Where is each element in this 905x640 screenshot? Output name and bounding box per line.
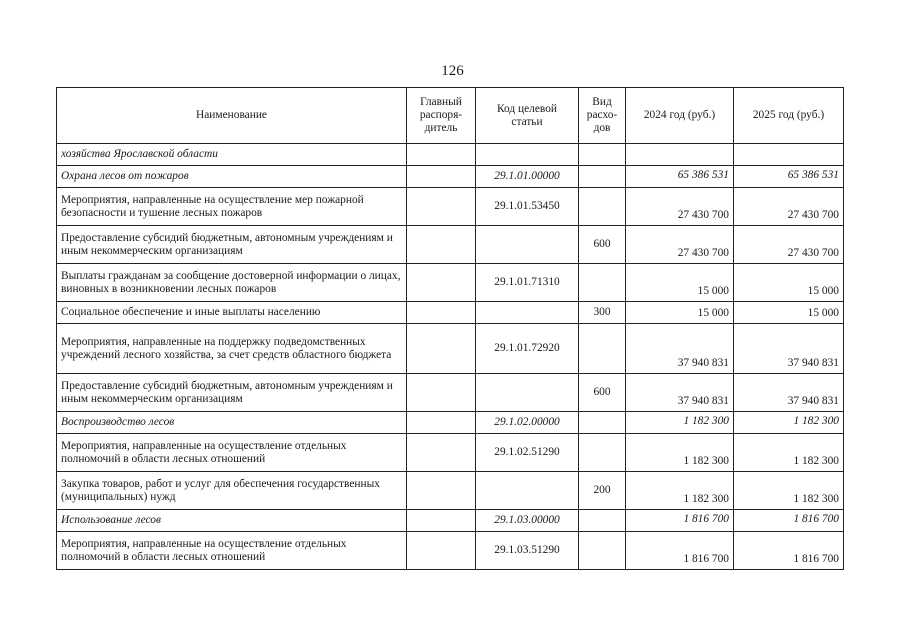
- cell-2024: 65 386 531: [626, 166, 734, 188]
- cell-admin: [407, 302, 476, 324]
- table-row: [57, 412, 844, 434]
- table-header-row: [57, 88, 844, 144]
- cell-type: [579, 510, 626, 532]
- cell-2025: 37 940 831: [734, 324, 844, 374]
- cell-2024: 15 000: [626, 302, 734, 324]
- cell-type: 200: [579, 472, 626, 510]
- cell-code: 29.1.01.00000: [476, 166, 579, 188]
- header-2024: 2024 год (руб.): [626, 88, 734, 144]
- cell-code: [476, 472, 579, 510]
- cell-name: Выплаты гражданам за сообщение достоверной информации о лицах, виновных в возникновении лесных пожаров: [57, 264, 407, 302]
- cell-admin: [407, 226, 476, 264]
- cell-admin: [407, 374, 476, 412]
- cell-2025: 1 816 700: [734, 532, 844, 570]
- cell-type: [579, 144, 626, 166]
- cell-type: 600: [579, 374, 626, 412]
- table-row: [57, 532, 844, 570]
- cell-admin: [407, 264, 476, 302]
- cell-code: 29.1.03.00000: [476, 510, 579, 532]
- cell-2025: 15 000: [734, 302, 844, 324]
- cell-admin: [407, 412, 476, 434]
- cell-admin: [407, 166, 476, 188]
- cell-2025: 1 182 300: [734, 434, 844, 472]
- cell-admin: [407, 510, 476, 532]
- page-number: 126: [441, 63, 464, 79]
- cell-type: [579, 434, 626, 472]
- cell-type: 300: [579, 302, 626, 324]
- cell-name: хозяйства Ярославской области: [57, 144, 407, 166]
- cell-name: Закупка товаров, работ и услуг для обеспечения государственных (муниципальных) нужд: [57, 472, 407, 510]
- cell-admin: [407, 324, 476, 374]
- cell-2024: 1 182 300: [626, 412, 734, 434]
- cell-name: Предоставление субсидий бюджетным, автономным учреждениям и иным некоммерческим организациям: [57, 374, 407, 412]
- cell-2025: 27 430 700: [734, 188, 844, 226]
- table-body: [57, 144, 844, 570]
- cell-code: 29.1.01.71310: [476, 264, 579, 302]
- cell-name: Мероприятия, направленные на поддержку подведомственных учреждений лесного хозяйства, за счет средств областного бюджета: [57, 324, 407, 374]
- cell-code: 29.1.02.51290: [476, 434, 579, 472]
- table-row: [57, 264, 844, 302]
- cell-type: [579, 532, 626, 570]
- table-row: [57, 472, 844, 510]
- cell-name: Предоставление субсидий бюджетным, автономным учреждениям и иным некоммерческим организациям: [57, 226, 407, 264]
- cell-code: 29.1.01.53450: [476, 188, 579, 226]
- cell-2024: 1 182 300: [626, 472, 734, 510]
- cell-2025: 1 182 300: [734, 472, 844, 510]
- table-row: [57, 510, 844, 532]
- cell-name: Охрана лесов от пожаров: [57, 166, 407, 188]
- cell-2024: 37 940 831: [626, 374, 734, 412]
- table-row: [57, 374, 844, 412]
- cell-name: Мероприятия, направленные на осуществление мер пожарной безопасности и тушение лесных пожаров: [57, 188, 407, 226]
- cell-code: 29.1.02.00000: [476, 412, 579, 434]
- cell-admin: [407, 472, 476, 510]
- cell-admin: [407, 188, 476, 226]
- cell-2025: 1 182 300: [734, 412, 844, 434]
- cell-2025: 27 430 700: [734, 226, 844, 264]
- cell-admin: [407, 532, 476, 570]
- cell-admin: [407, 434, 476, 472]
- cell-2025: [734, 144, 844, 166]
- cell-name: Мероприятия, направленные на осуществление отдельных полномочий в области лесных отношений: [57, 532, 407, 570]
- cell-2024: 15 000: [626, 264, 734, 302]
- table-row: [57, 302, 844, 324]
- cell-code: [476, 226, 579, 264]
- cell-2024: 37 940 831: [626, 324, 734, 374]
- header-type: Вид расхо- дов: [579, 88, 626, 144]
- cell-name: Социальное обеспечение и иные выплаты населению: [57, 302, 407, 324]
- cell-code: [476, 144, 579, 166]
- cell-type: [579, 188, 626, 226]
- table-row: [57, 144, 844, 166]
- cell-admin: [407, 144, 476, 166]
- cell-name: Воспроизводство лесов: [57, 412, 407, 434]
- cell-type: [579, 166, 626, 188]
- table-row: [57, 434, 844, 472]
- cell-type: [579, 264, 626, 302]
- table-row: [57, 226, 844, 264]
- cell-2025: 37 940 831: [734, 374, 844, 412]
- table-row: [57, 324, 844, 374]
- cell-2024: 27 430 700: [626, 226, 734, 264]
- table-row: [57, 166, 844, 188]
- cell-2024: 27 430 700: [626, 188, 734, 226]
- budget-table: [56, 87, 844, 570]
- cell-type: 600: [579, 226, 626, 264]
- cell-code: 29.1.03.51290: [476, 532, 579, 570]
- table-row: [57, 188, 844, 226]
- cell-code: [476, 302, 579, 324]
- cell-2025: 65 386 531: [734, 166, 844, 188]
- header-name: Наименование: [57, 88, 407, 144]
- header-admin: Главный распоря- дитель: [407, 88, 476, 144]
- cell-2025: 1 816 700: [734, 510, 844, 532]
- header-2025: 2025 год (руб.): [734, 88, 844, 144]
- header-code: Код целевой статьи: [476, 88, 579, 144]
- cell-name: Использование лесов: [57, 510, 407, 532]
- cell-2025: 15 000: [734, 264, 844, 302]
- cell-2024: 1 182 300: [626, 434, 734, 472]
- cell-name: Мероприятия, направленные на осуществление отдельных полномочий в области лесных отношений: [57, 434, 407, 472]
- cell-2024: 1 816 700: [626, 532, 734, 570]
- cell-code: [476, 374, 579, 412]
- cell-2024: 1 816 700: [626, 510, 734, 532]
- cell-type: [579, 412, 626, 434]
- cell-2024: [626, 144, 734, 166]
- cell-type: [579, 324, 626, 374]
- cell-code: 29.1.01.72920: [476, 324, 579, 374]
